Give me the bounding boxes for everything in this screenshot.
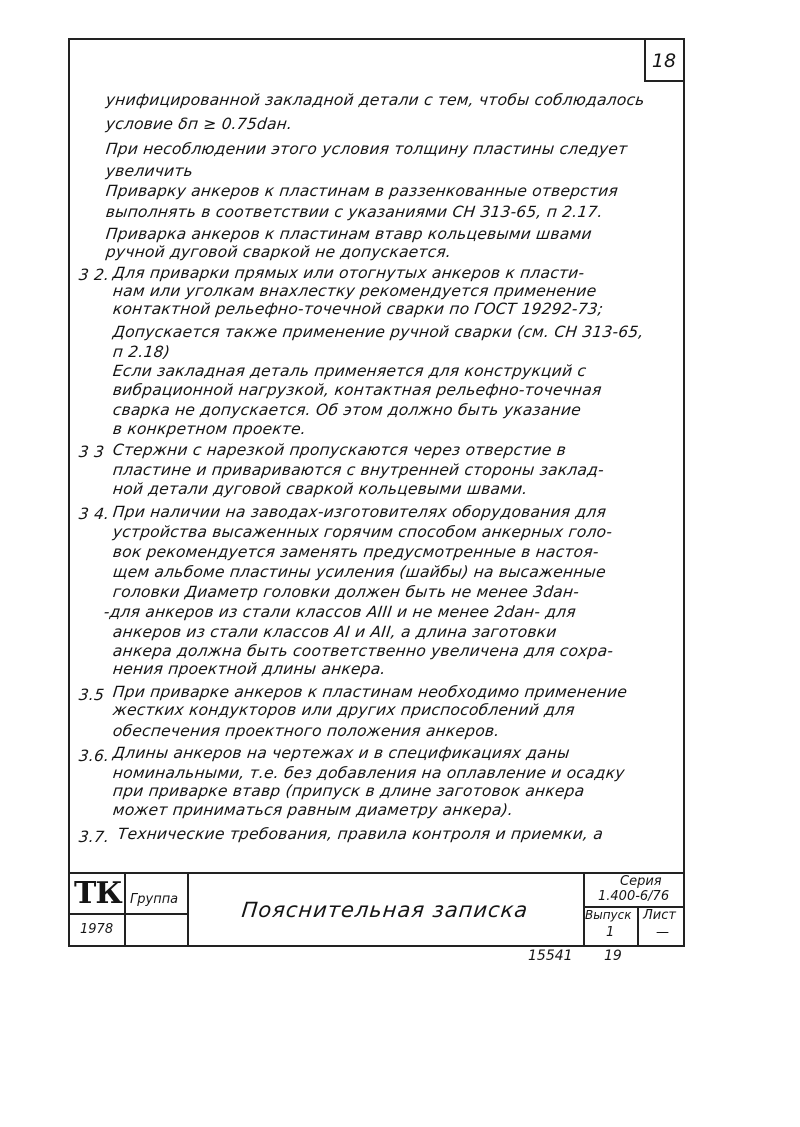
body-line: щем альбоме пластины усиления (шайбы) на высаженные — [112, 563, 607, 581]
series-value: 1.400-6/76 — [598, 889, 670, 904]
issue-label: Выпуск — [585, 908, 632, 922]
body-line: условие δп ≥ 0.75dан. — [105, 115, 294, 133]
body-line: Приварка анкеров к пластинам втавр кольцевыми швами — [105, 225, 593, 243]
body-line: Приварку анкеров к пластинам в раззенкованные отверстия — [105, 182, 619, 200]
group-label: Группа — [130, 892, 179, 907]
body-line: в конкретном проекте. — [112, 420, 307, 438]
body-line: Стержни с нарезкой пропускаются через отверстие в — [112, 441, 568, 459]
body-line: выполнять в соответствии с указаниями СН 313-65, п 2.17. — [105, 203, 604, 221]
stamp-divider — [68, 913, 187, 915]
body-line: может приниматься равным диаметру анкера). — [112, 801, 515, 819]
sheet-label: Лист — [643, 908, 676, 923]
body-line: Технические требования, правила контроля и приемки, а — [117, 825, 605, 843]
footer-page-number: 19 — [604, 948, 622, 964]
sheet-value: — — [656, 925, 669, 940]
section-number: 3 3 — [78, 443, 106, 461]
series-label: Серия — [620, 874, 662, 889]
body-line: пластине и привариваются с внутренней стороны заклад- — [112, 461, 605, 479]
body-line: Для приварки прямых или отогнутых анкеров к пласти- — [112, 264, 586, 282]
issue-value: 1 — [606, 925, 615, 940]
body-line: При несоблюдении этого условия толщину пластины следует — [105, 140, 629, 158]
page-number: 18 — [651, 50, 677, 72]
body-line: анкера должна быть соответственно увеличена для сохра- — [112, 642, 615, 660]
year: 1978 — [80, 922, 114, 937]
body-line: унифицированной закладной детали с тем, чтобы соблюдалось — [105, 91, 646, 109]
body-line: увеличить — [105, 162, 194, 180]
body-line: анкеров из стали классов АI и АII, а длина заготовки — [112, 623, 558, 641]
body-line: головки Диаметр головки должен быть не менее 3dан- — [112, 583, 581, 601]
body-line: При приварке анкеров к пластинам необходимо применение — [112, 683, 629, 701]
inventory-number: 15541 — [528, 948, 573, 964]
body-line: контактной рельефно-точечной сварки по ГОСТ 19292-73; — [112, 300, 605, 318]
section-number: 3.7. — [78, 828, 111, 846]
document-title: Пояснительная записка — [240, 898, 530, 922]
body-line: Длины анкеров на чертежах и в спецификациях даны — [112, 744, 571, 762]
body-line: номинальными, т.е. без добавления на оплавление и осадку — [112, 764, 626, 782]
section-number: 3 2. — [78, 266, 111, 284]
body-line: вибрационной нагрузкой, контактная рельефно-точечная — [112, 381, 603, 399]
stamp-border-top — [68, 872, 685, 874]
body-line: обеспечения проектного положения анкеров. — [112, 722, 501, 740]
body-line: нения проектной длины анкера. — [112, 660, 387, 678]
body-line: жестких кондукторов или других приспособлений для — [112, 701, 576, 719]
stamp-divider — [187, 872, 189, 945]
body-line: -для анкеров из стали классов АIII и не менее 2dан- для — [103, 603, 577, 621]
body-line: п 2.18) — [112, 343, 171, 361]
body-line: нам или уголкам внахлестку рекомендуется применение — [112, 282, 598, 300]
body-line: устройства высаженных горячим способом анкерных голо- — [112, 523, 614, 541]
section-number: 3.5 — [78, 686, 106, 704]
body-line: При наличии на заводах-изготовителях оборудования для — [112, 503, 608, 521]
section-number: 3 4. — [78, 505, 111, 523]
body-line: ной детали дуговой сваркой кольцевыми швами. — [112, 480, 529, 498]
body-line: вок рекомендуется заменять предусмотренные в настоя- — [112, 543, 600, 561]
body-line: при приварке втавр (припуск в длине заготовок анкера — [112, 782, 586, 800]
org-code: ТК — [74, 876, 122, 911]
body-line: Допускается также применение ручной сварки (см. СН 313-65, — [112, 323, 645, 341]
stamp-divider — [637, 906, 639, 945]
body-line: сварка не допускается. Об этом должно быть указание — [112, 401, 582, 419]
body-line: Если закладная деталь применяется для конструкций с — [112, 362, 588, 380]
section-number: 3.6. — [78, 747, 111, 765]
body-line: ручной дуговой сваркой не допускается. — [105, 243, 453, 261]
stamp-divider — [124, 872, 126, 945]
